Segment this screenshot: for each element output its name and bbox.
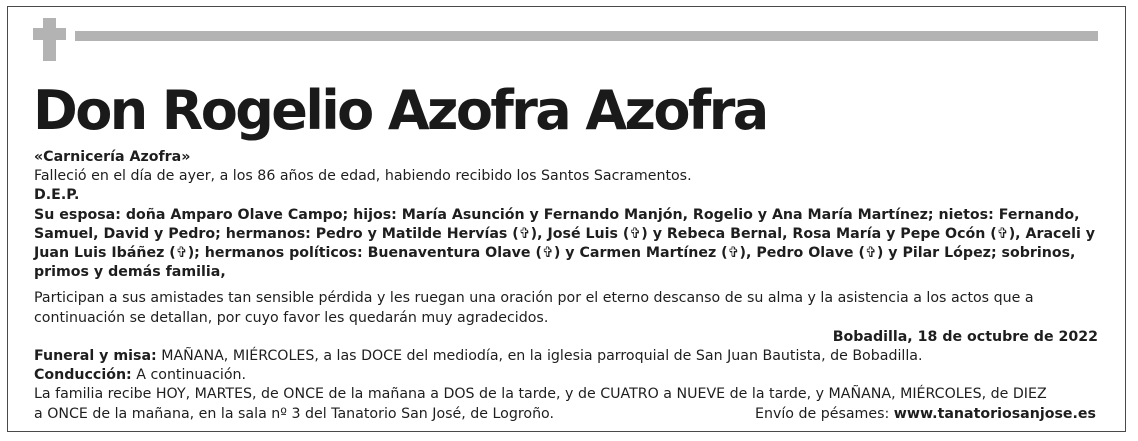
death-info: Falleció en el día de ayer, a los 86 años de edad, habiendo recibido los Santos Sacramentos. (34, 168, 692, 185)
condolences (755, 405, 1104, 424)
business-name: «Carnicería Azofra» (34, 149, 191, 165)
funeral-text: MAÑANA, MIÉRCOLES, a las DOCE del mediodía, en la iglesia parroquial de San Juan Bautista, de Bobadilla. (156, 348, 923, 365)
deceased-cross-icon: ✞ (175, 245, 188, 262)
header-rule (75, 31, 1098, 41)
rip-text: D.E.P. (34, 187, 80, 204)
deceased-cross-icon: ✞ (864, 245, 877, 262)
conduction-text: A continuación. (131, 367, 247, 384)
reception-line-1: La familia recibe HOY, MARTES, de ONCE de la mañana a DOS de la tarde, y de CUATRO a NUEVE de la tarde, y MAÑANA, MIÉRCOLES, de DIEZ (34, 386, 1047, 403)
condolences-label: Envío de pésames: (754, 405, 894, 422)
reception-line-2: a ONCE de la mañana, en la sala nº 3 del Tanatorio San José, de Logroño. (34, 405, 555, 422)
place-date: Bobadilla, 18 de octubre de 2022 (832, 328, 1098, 345)
family-text: ), Araceli y Juan Luis Ibáñez ( (34, 225, 1095, 262)
deceased-cross-icon: ✞ (541, 245, 554, 262)
family-list (34, 206, 1104, 283)
conduction-label: Conducción: (34, 367, 132, 384)
deceased-cross-icon: ✞ (518, 225, 531, 242)
family-text: ) y Rebeca Bernal, Rosa María y Pepe Ocón ( (641, 225, 997, 242)
family-text: ) y Pilar López; sobrinos, primos y demás familia, (34, 245, 1076, 281)
family-text: ) y Carmen Martínez ( (553, 245, 728, 262)
deceased-name: Don Rogelio Azofra Azofra (33, 79, 767, 142)
family-text: ), Pedro Olave ( (739, 245, 865, 262)
deceased-cross-icon: ✞ (996, 225, 1009, 242)
deceased-cross-icon: ✞ (629, 225, 642, 242)
family-text: ); hermanos políticos: Buenaventura Olave ( (187, 245, 542, 262)
family-text: ), José Luis ( (530, 225, 630, 242)
conduction-info (34, 366, 1104, 385)
condolences-website: www.tanatoriosanjose.es (893, 405, 1096, 422)
deceased-cross-icon: ✞ (727, 245, 740, 262)
funeral-label: Funeral y misa: (34, 348, 157, 365)
family-text: Su esposa: doña Amparo Olave Campo; hijos: María Asunción y Fernando Manjón, Rogelio y Ana María Martínez; nietos: Fernando, Samuel, David y Pedro; hermanos: Pedro y Matilde Hervías ( (34, 206, 1080, 242)
cross-horizontal-bar (33, 28, 66, 40)
obituary-body (34, 148, 1104, 424)
reception-last-row (34, 405, 1104, 424)
invitation-text: Participan a sus amistades tan sensible pérdida y les ruegan una oración por el eterno descanso de su alma y la asistencia a los actos que a continuación se detallan, por cuyo favor les quedarán muy agradecidos. (34, 290, 1034, 326)
spacer (34, 282, 1104, 289)
funeral-info (34, 347, 1104, 366)
